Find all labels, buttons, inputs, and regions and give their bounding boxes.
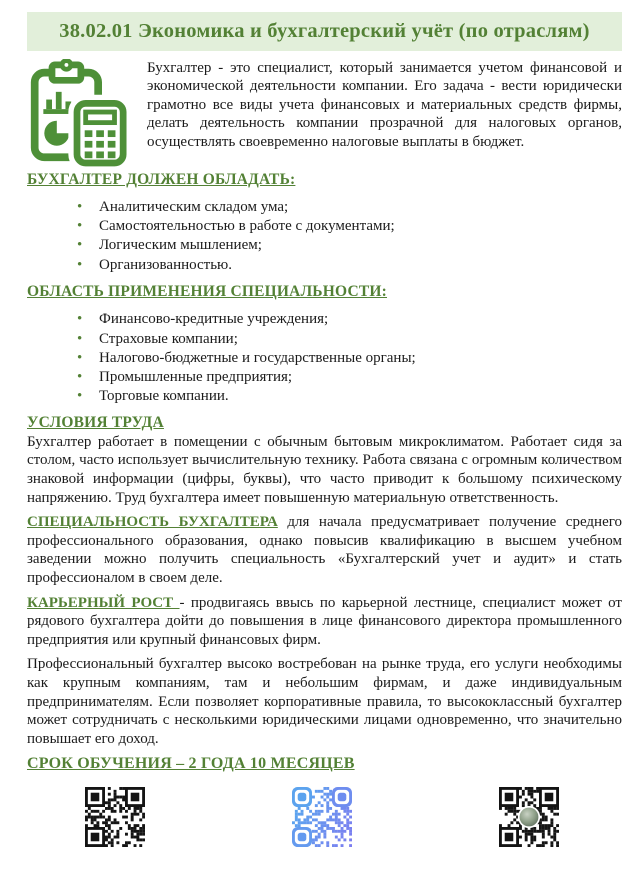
- qr-code-row: [85, 787, 559, 847]
- specialty-lead: СПЕЦИАЛЬНОСТЬ БУХГАЛТЕРА: [27, 514, 278, 531]
- specialty-text: для начала предусматривает получение среднего профессионального образования, однако повысив квалификацию в высшем учебном заведении можно получить специальность «Бухгалтерский учет и аудит» и стать профессионалом в своем деле.: [27, 514, 623, 587]
- list-item: • Самостоятельностью в работе с документами;: [75, 217, 622, 235]
- section-heading-areas: ОБЛАСТЬ ПРИМЕНЕНИЯ СПЕЦИАЛЬНОСТИ:: [27, 282, 388, 300]
- list-item: • Аналитическим складом ума;: [75, 198, 622, 216]
- intro-paragraph: Бухгалтер - это специалист, который занимается учетом финансовой и экономической деятельности компании. Его задача - вести юридически грамотно все виды учета финансовых и материальных средств фирмы, делать деятельность компании прозрачной для налоговых органов, осуществлять своевременно налоговые выплаты в бюджет.: [147, 59, 622, 150]
- specialty-paragraph: [27, 513, 622, 587]
- qr-code-center: [292, 787, 352, 847]
- areas-list: [75, 310, 622, 405]
- qr-code-left: [85, 787, 145, 847]
- career-text: - продвигаясь ввысь по карьерной лестнице, специалист может от рядового бухгалтера дойти до повышения в лице финансового директора промышленного предприятия или крупный финансовых фирм.: [27, 594, 622, 648]
- page-title: 38.02.01 Экономика и бухгалтерский учёт (по отраслям): [59, 20, 590, 42]
- section-heading-conditions: УСЛОВИЯ ТРУДА: [27, 414, 164, 432]
- study-duration-heading: СРОК ОБУЧЕНИЯ – 2 ГОДА 10 МЕСЯЦЕВ: [27, 755, 355, 773]
- qr-code-right-with-logo: [499, 787, 559, 847]
- list-item: • Страховые компании;: [75, 330, 622, 348]
- list-item: • Торговые компании.: [75, 387, 622, 405]
- list-item: • Промышленные предприятия;: [75, 368, 622, 386]
- conditions-paragraph: Бухгалтер работает в помещении с обычным бытовым микроклиматом. Работает сидя за столом, часто использует вычислительную технику. Работа связана с огромным количеством знаковой информации (цифры, буквы), что часто приводит к большому психическому напряжению. Труд бухгалтера имеет повышенную материальную ответственность.: [27, 433, 622, 506]
- clipboard-calculator-icon: [27, 59, 127, 167]
- list-item: • Логическим мышлением;: [75, 236, 622, 254]
- list-item: • Организованностью.: [75, 256, 622, 274]
- list-item: • Налогово-бюджетные и государственные органы;: [75, 349, 622, 367]
- section-heading-skills: БУХГАЛТЕР ДОЛЖЕН ОБЛАДАТЬ:: [27, 170, 296, 188]
- intro-section: [27, 59, 622, 167]
- career-paragraph: [27, 594, 622, 650]
- list-item: • Финансово-кредитные учреждения;: [75, 310, 622, 328]
- page-title-bar: [27, 12, 622, 51]
- demand-paragraph: Профессиональный бухгалтер высоко востребован на рынке труда, его услуги необходимы как крупным компаниям, там и небольшим фирмам, и даже индивидуальным предпринимателям. Если позволяет корпоративные правила, то высококлассный бухгалтер может сотрудничать с несколькими юридическими лицами одновременно, что значительно повышает его доход.: [27, 656, 622, 747]
- skills-list: [75, 198, 622, 274]
- career-lead: КАРЬЕРНЫЙ РОСТ: [27, 594, 180, 611]
